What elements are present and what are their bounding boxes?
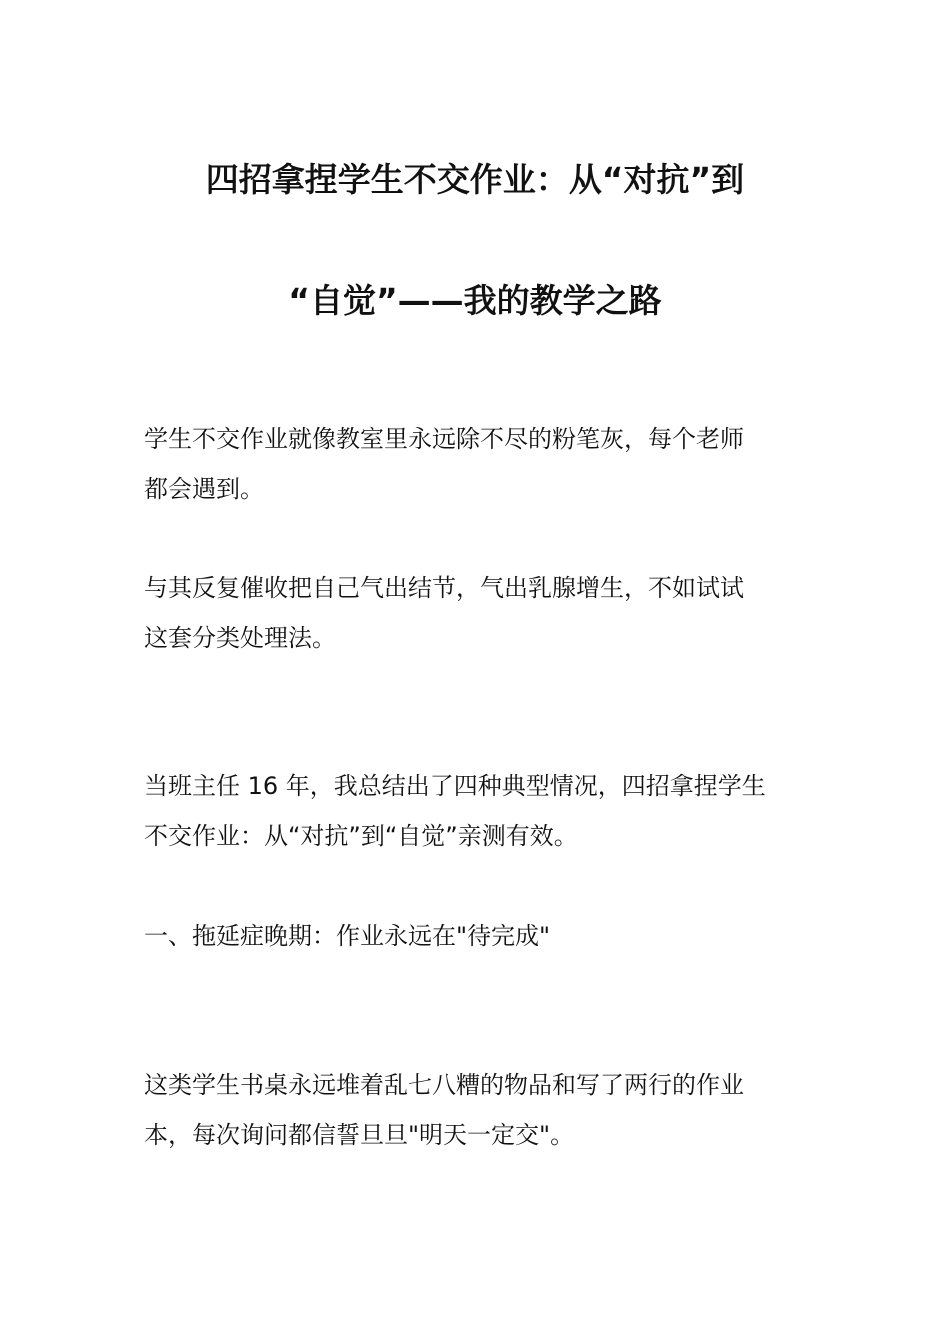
paragraph-experience: [144, 761, 814, 861]
section-heading-1: [144, 911, 814, 961]
paragraph-line: 本，每次询问都信誓旦旦"明天一定交"。: [144, 1121, 575, 1149]
paragraph-line: 一、拖延症晚期：作业永远在"待完成": [144, 922, 551, 950]
document-title-line-1: 四招拿捏学生不交作业：从“对抗”到: [205, 160, 745, 199]
paragraph-line: 不交作业：从“对抗”到“自觉”亲测有效。: [144, 822, 578, 850]
paragraph-line: 这套分类处理法。: [144, 624, 336, 652]
document-title-line-2: “自觉”——我的教学之路: [288, 281, 662, 320]
paragraph-line: 学生不交作业就像教室里永远除不尽的粉笔灰，每个老师: [144, 425, 744, 453]
paragraph-line: 与其反复催收把自己气出结节，气出乳腺增生，不如试试: [144, 574, 744, 602]
paragraph-line: 这类学生书桌永远堆着乱七八糟的物品和写了两行的作业: [144, 1071, 744, 1099]
paragraph-procrastination: [144, 1060, 814, 1160]
paragraph-line: 都会遇到。: [144, 475, 264, 503]
paragraph-method: [144, 563, 814, 663]
paragraph-intro: [144, 414, 814, 514]
paragraph-line: 当班主任 16 年，我总结出了四种典型情况，四招拿捏学生: [144, 772, 766, 800]
